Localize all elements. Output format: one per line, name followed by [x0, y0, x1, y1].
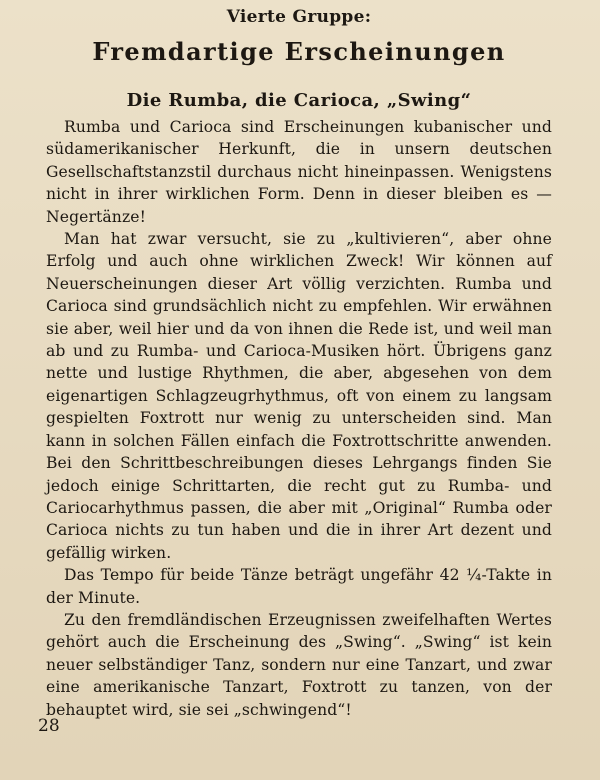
section-title: Fremdartige Erscheinungen: [92, 37, 506, 66]
paragraph: Das Tempo für beide Tänze beträgt ungefähr 42 ¼-Takte in der Minute.: [46, 566, 552, 607]
paragraph: Rumba und Carioca sind Erscheinungen kubanischer und südamerikanischer Herkunft, die in unsern deutschen Gesellschaftstanzstil durchaus nicht hineinpassen. Wenigstens nicht in ihrer wirklichen Form. Denn in dieser bleiben es — Negertänze!: [46, 118, 552, 226]
paragraph: Zu den fremdländischen Erzeugnissen zweifelhaften Wertes gehört auch die Erscheinung des „Swing“. „Swing“ ist kein neuer selbständiger Tanz, sondern nur eine Tanzart, und zwar eine amerikanische Tanzart, Foxtrott zu tanzen, von der behauptet wird, sie sei „schwingend“!: [46, 610, 552, 719]
paragraph: Man hat zwar versucht, sie zu „kultivieren“, aber ohne Erfolg und auch ohne wirklichen Zweck! Wir können auf Neuerscheinungen dieser Art völlig verzichten. Rumba und Carioca sind grundsächlich nicht zu empfehlen. Wir erwähnen sie aber, weil hier und da von ihnen die Rede ist, und weil man ab und zu Rumba- und Carioca-Musiken hört. Übrigens ganz nette und lustige Rhythmen, die aber, abgesehen von dem eigenartigen Schlagzeugrhythmus, oft von einem zu langsam gespielten Foxtrott nur wenig zu unterscheiden sind. Man kann in solchen Fällen einfach die Foxtrottschritte anwenden. Bei den Schrittbeschreibungen dieses Lehrgangs finden Sie jedoch einige Schrittarten, die recht gut zu Rumba- und Cariocarhythmus passen, die aber mit „Original“ Rumba oder Carioca nichts zu tun haben und die in ihrer Art dezent und gefällig wirken.: [46, 230, 552, 562]
page-number: 28: [38, 716, 60, 736]
subheading: Die Rumba, die Carioca, „Swing“: [126, 90, 472, 111]
body-text: [46, 116, 552, 721]
group-heading: Vierte Gruppe:: [226, 7, 372, 27]
